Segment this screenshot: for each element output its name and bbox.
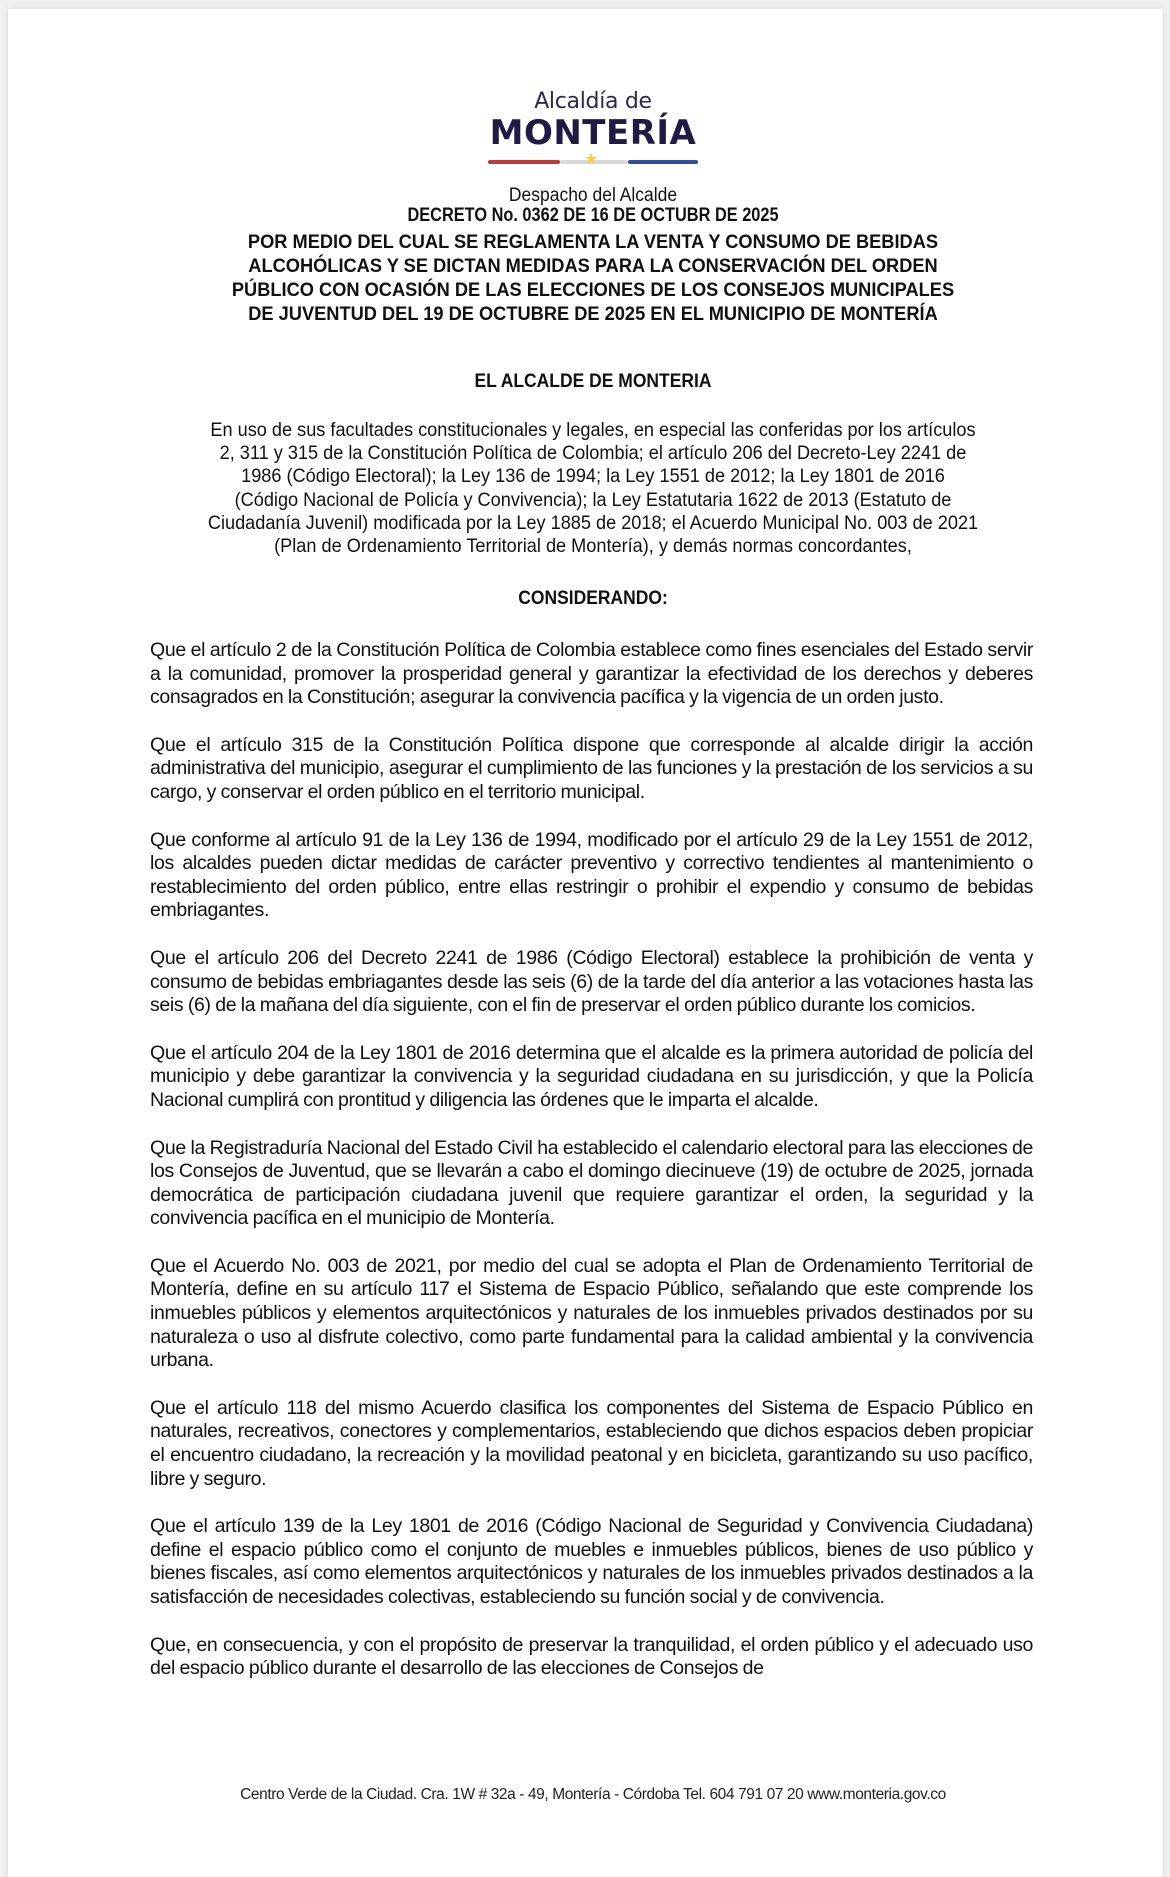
consideration-paragraph: Que el artículo 204 de la Ley 1801 de 2016 determina que el alcalde es la primera autoridad de policía del municipio y debe garantizar la convivencia y la seguridad ciudadana en su jurisdicción, y que la Policía Nacional cumplirá con prontitud y diligencia las órdenes que le imparta el alcalde. (150, 1041, 1033, 1111)
preamble-line: 2, 311 y 315 de la Constitución Política de Colombia; el artículo 206 del Decreto-Ley 2241 de (219, 442, 967, 465)
document-page (8, 9, 1163, 1877)
preamble-line: 1986 (Código Electoral); la Ley 136 de 1994; la Ley 1551 de 2012; la Ley 1801 de 2016 (241, 465, 945, 488)
decree-title-line: ALCOHÓLICAS Y SE DICTAN MEDIDAS PARA LA CONSERVACIÓN DEL ORDEN (248, 256, 938, 277)
consideration-paragraph: Que el artículo 315 de la Constitución Política dispone que corresponde al alcalde dirigir la acción administrativa del municipio, asegurar el cumplimiento de las funciones y la prestación de los servicios a su cargo, y conservar el orden público en el territorio municipal. (150, 733, 1033, 803)
logo-line-1: Alcaldía de (534, 89, 652, 114)
decree-title-line: POR MEDIO DEL CUAL SE REGLAMENTA LA VENTA Y CONSUMO DE BEBIDAS (247, 232, 939, 253)
star-icon: ★ (584, 151, 599, 168)
logo-flag-bar (488, 151, 698, 169)
alcaldia-logo (488, 89, 698, 169)
consideration-paragraph: Que el artículo 206 del Decreto 2241 de 1986 (Código Electoral) establece la prohibición de venta y consumo de bebidas embriagantes desde las seis (6) de la tarde del día anterior a las votaciones hasta las seis (6) de la mañana del día siguiente, con el fin de preservar el orden público durante los comicios. (150, 946, 1033, 1017)
considerations-body (150, 639, 1033, 1681)
authority-preamble (170, 419, 1016, 558)
considerando-heading: CONSIDERANDO: (518, 588, 668, 609)
page-footer-address: Centro Verde de la Ciudad. Cra. 1W # 32a - 49, Montería - Córdoba Tel. 604 791 07 20 www.monteria.gov.co (240, 1786, 946, 1803)
consideration-paragraph: Que el artículo 118 del mismo Acuerdo clasifica los componentes del Sistema de Espacio Público en naturales, recreativos, conectores y complementarios, estableciendo que dichos espacios deben propiciar el encuentro ciudadano, la recreación y la movilidad peatonal y en bicicleta, garantizando su uso pacífico, libre y seguro. (150, 1396, 1033, 1490)
consideration-paragraph: Que el artículo 139 de la Ley 1801 de 2016 (Código Nacional de Seguridad y Convivencia Ciudadana) define el espacio público como el conjunto de muebles e inmuebles públicos, bienes de uso público y bienes fiscales, así como elementos arquitectónicos y naturales de los inmuebles privados destinados a la satisfacción de necesidades colectivas, estableciendo su función social y de convivencia. (150, 1515, 1033, 1608)
consideration-paragraph: Que la Registraduría Nacional del Estado Civil ha establecido el calendario electoral para las elecciones de los Consejos de Juventud, que se llevarán a cabo el domingo diecinueve (19) de octubre de 2025, jornada democrática de participación ciudadana juvenil que requiere garantizar el orden, la seguridad y la convivencia pacífica en el municipio de Montería. (150, 1136, 1033, 1230)
logo-bar-blue (628, 160, 698, 164)
consideration-paragraph: Que, en consecuencia, y con el propósito de preservar la tranquilidad, el orden público y el adecuado uso del espacio público durante el desarrollo de las elecciones de Consejos de (150, 1633, 1033, 1680)
logo-bar-red (488, 160, 560, 164)
office-name: Despacho del Alcalde (508, 185, 678, 206)
decree-title-line: PÚBLICO CON OCASIÓN DE LAS ELECCIONES DE LOS CONSEJOS MUNICIPALES (231, 280, 955, 301)
decree-title (156, 231, 1030, 327)
decree-title-line: DE JUVENTUD DEL 19 DE OCTUBRE DE 2025 EN EL MUNICIPIO DE MONTERÍA (248, 304, 938, 325)
preamble-line: En uso de sus facultades constitucionales y legales, en especial las conferidas por los artículos (210, 419, 976, 441)
preamble-line: (Código Nacional de Policía y Convivencia); la Ley Estatutaria 1622 de 2013 (Estatuto de (234, 488, 952, 511)
consideration-paragraph: Que el artículo 2 de la Constitución Política de Colombia establece como fines esenciales del Estado servir a la comunidad, promover la prosperidad general y garantizar la efectividad de los derechos y deberes consagrados en la Constitución; asegurar la convivencia pacífica y la vigencia de un orden justo. (150, 639, 1033, 709)
preamble-line: (Plan de Ordenamiento Territorial de Montería), y demás normas concordantes, (274, 535, 912, 558)
decree-number: DECRETO No. 0362 DE 16 DE OCTUBR DE 2025 (407, 205, 779, 226)
consideration-paragraph: Que el Acuerdo No. 003 de 2021, por medio del cual se adopta el Plan de Ordenamiento Territorial de Montería, define en su artículo 117 el Sistema de Espacio Público, señalando que este comprende los inmuebles públicos y elementos arquitectónicos y naturales de los inmuebles privados destinados por su naturaleza o uso al disfrute colectivo, como parte fundamental para la calidad ambiental y la convivencia urbana. (150, 1254, 1033, 1372)
issuer-heading: EL ALCALDE DE MONTERIA (474, 371, 712, 392)
consideration-paragraph: Que conforme al artículo 91 de la Ley 136 de 1994, modificado por el artículo 29 de la Ley 1551 de 2012, los alcaldes pueden dictar medidas de carácter preventivo y correctivo tendientes al mantenimiento o restablecimiento del orden público, entre ellas restringir o prohibir el expendio y consumo de bebidas embriagantes. (150, 828, 1033, 922)
preamble-line: Ciudadanía Juvenil) modificada por la Ley 1885 de 2018; el Acuerdo Municipal No. 003 de 2021 (207, 511, 979, 534)
logo-line-2: MONTERÍA (489, 113, 697, 153)
